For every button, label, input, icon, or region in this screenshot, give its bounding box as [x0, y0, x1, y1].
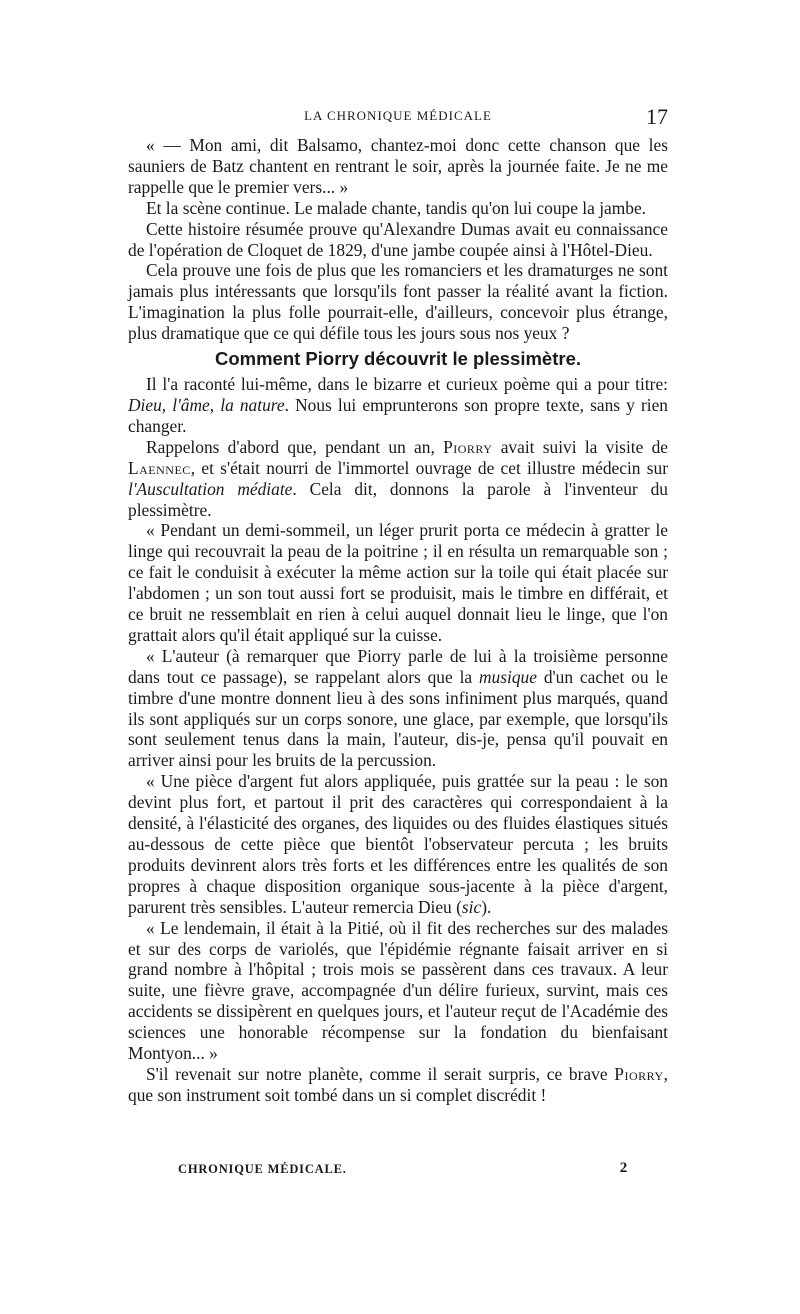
- paragraph-laennec: [128, 437, 668, 521]
- name-piorry: Piorry: [443, 436, 493, 457]
- page-header: [128, 104, 668, 128]
- word-sic: sic: [461, 896, 482, 917]
- footer-sheet-number: 2: [619, 1160, 628, 1176]
- text-span: , que son instrument soit tombé dans un si complet discrédit !: [128, 1063, 668, 1105]
- page-footer: [178, 1160, 628, 1180]
- page-number: 17: [646, 104, 668, 129]
- text-span: Il l'a raconté lui-même, dans le bizarre et curieux poème qui a pour titre:: [146, 374, 668, 395]
- paragraph-auteur-musique: [128, 646, 668, 771]
- text-span: , et s'était nourri de l'immortel ouvrage de cet illustre médecin sur: [190, 457, 668, 478]
- word-musique: musique: [479, 666, 537, 687]
- text-span: . Cela dit, donnons la parole à l'inventeur du plessimètre.: [128, 478, 668, 520]
- text-span: S'il revenait sur notre planète, comme il serait surpris, ce brave: [146, 1063, 615, 1084]
- paragraph-conclusion: [128, 1064, 668, 1106]
- name-laennec: Laennec: [128, 457, 191, 478]
- text-span: « L'auteur (à remarquer que Piorry parle de lui à la troisième personne dans tout ce passage), se rappelant alors que la: [128, 645, 668, 687]
- text-span: Rappelons d'abord que, pendant un an,: [146, 436, 444, 457]
- paragraph-dumas-quote: « — Mon ami, dit Balsamo, chantez-moi donc cette chanson que les sauniers de Batz chantent en rentrant le soir, après la journée faite. Je ne me rappelle que le premier vers... »: [128, 135, 668, 197]
- page-body: [128, 135, 668, 1106]
- paragraph-romanciers: Cela prouve une fois de plus que les romanciers et les dramaturges ne sont jamais plus intéressants que lorsqu'ils font passer la réalité avant la fiction. L'imagination la plus folle pourrait-elle, d'ailleurs, concevoir plus étrange, plus dramatique que ce qui défile tous les jours sous nos yeux ?: [128, 260, 668, 344]
- name-piorry: Piorry: [614, 1063, 664, 1084]
- text-span: . Nous lui emprunterons son propre texte, sans y rien changer.: [128, 394, 668, 436]
- paragraph-lendemain: « Le lendemain, il était à la Pitié, où il fit des recherches sur des malades et sur des corps de variolés, que l'épidémie régnante faisait arriver en si grand nombre à l'hôpital ; trois mois se passèrent dans ces travaux. A leur suite, une fièvre grave, accompagnée d'un délire furieux, survint, mais ces accidents se dissipèrent en quelques jours, et l'auteur reçut de l'Académie des sciences une honorable récompense sur la fondation du bienfaisant Montyon... »: [128, 917, 668, 1064]
- text-span: avait suivi la visite de: [492, 436, 669, 457]
- paragraph-cloquet: Cette histoire résumée prouve qu'Alexandre Dumas avait eu connaissance de l'opération de Cloquet de 1829, d'une jambe coupée ainsi à l'Hôtel-Dieu.: [128, 218, 668, 260]
- text-span: « Une pièce d'argent fut alors appliquée, puis grattée sur la peau : le son devint plus fort, et partout il prit des caractères qui correspondaient à la densité, à l'élasticité des organes, des liquides ou des fluides élastiques situés au-dessous de cette pièce que bientôt l'observateur percuta ; les bruits produits devinrent alors très forts et les différences entre les qualités de son propres à chaque disposition organique sous-jacente à la pièce d'argent, parurent très sensibles. L'auteur remercia Dieu (: [128, 771, 668, 917]
- paragraph-poeme: [128, 374, 668, 437]
- footer-signature: CHRONIQUE MÉDICALE.: [178, 1162, 347, 1176]
- text-span: d'un cachet ou le timbre d'une montre donnent lieu à des sons infiniment plus marqués, quand ils sont appliqués sur un corps sonore, une glace, par exemple, que lorsqu'ils sont seulement tenus dans la main, l'auteur, dis-je, pensa qu'il pouvait en arriver ainsi pour les bruits de la percussion.: [128, 666, 668, 771]
- work-title: l'Auscultation médiate: [128, 478, 293, 499]
- section-heading: Comment Piorry découvrit le plessimètre.: [214, 348, 581, 370]
- paragraph-piece-argent: [128, 771, 668, 917]
- paragraph-scene: Et la scène continue. Le malade chante, tandis qu'on lui coupe la jambe.: [146, 197, 647, 218]
- poem-title: Dieu, l'âme, la nature: [128, 394, 285, 415]
- paragraph-demi-sommeil: « Pendant un demi-sommeil, un léger prurit porta ce médecin à gratter le linge qui recouvrait la peau de la poitrine ; il en résulta un remarquable son ; ce fait le conduisit à exécuter la même action sur la toile qui était placée sur l'abdomen ; un son tout aussi fort se produisit, mais le timbre en différait, et ce bruit ne ressemblait en rien à celui auquel donnait lieu le linge, que l'on grattait alors qu'il était appliqué sur la cuisse.: [128, 520, 668, 645]
- text-span: ).: [481, 896, 492, 917]
- running-title: LA CHRONIQUE MÉDICALE: [304, 108, 492, 123]
